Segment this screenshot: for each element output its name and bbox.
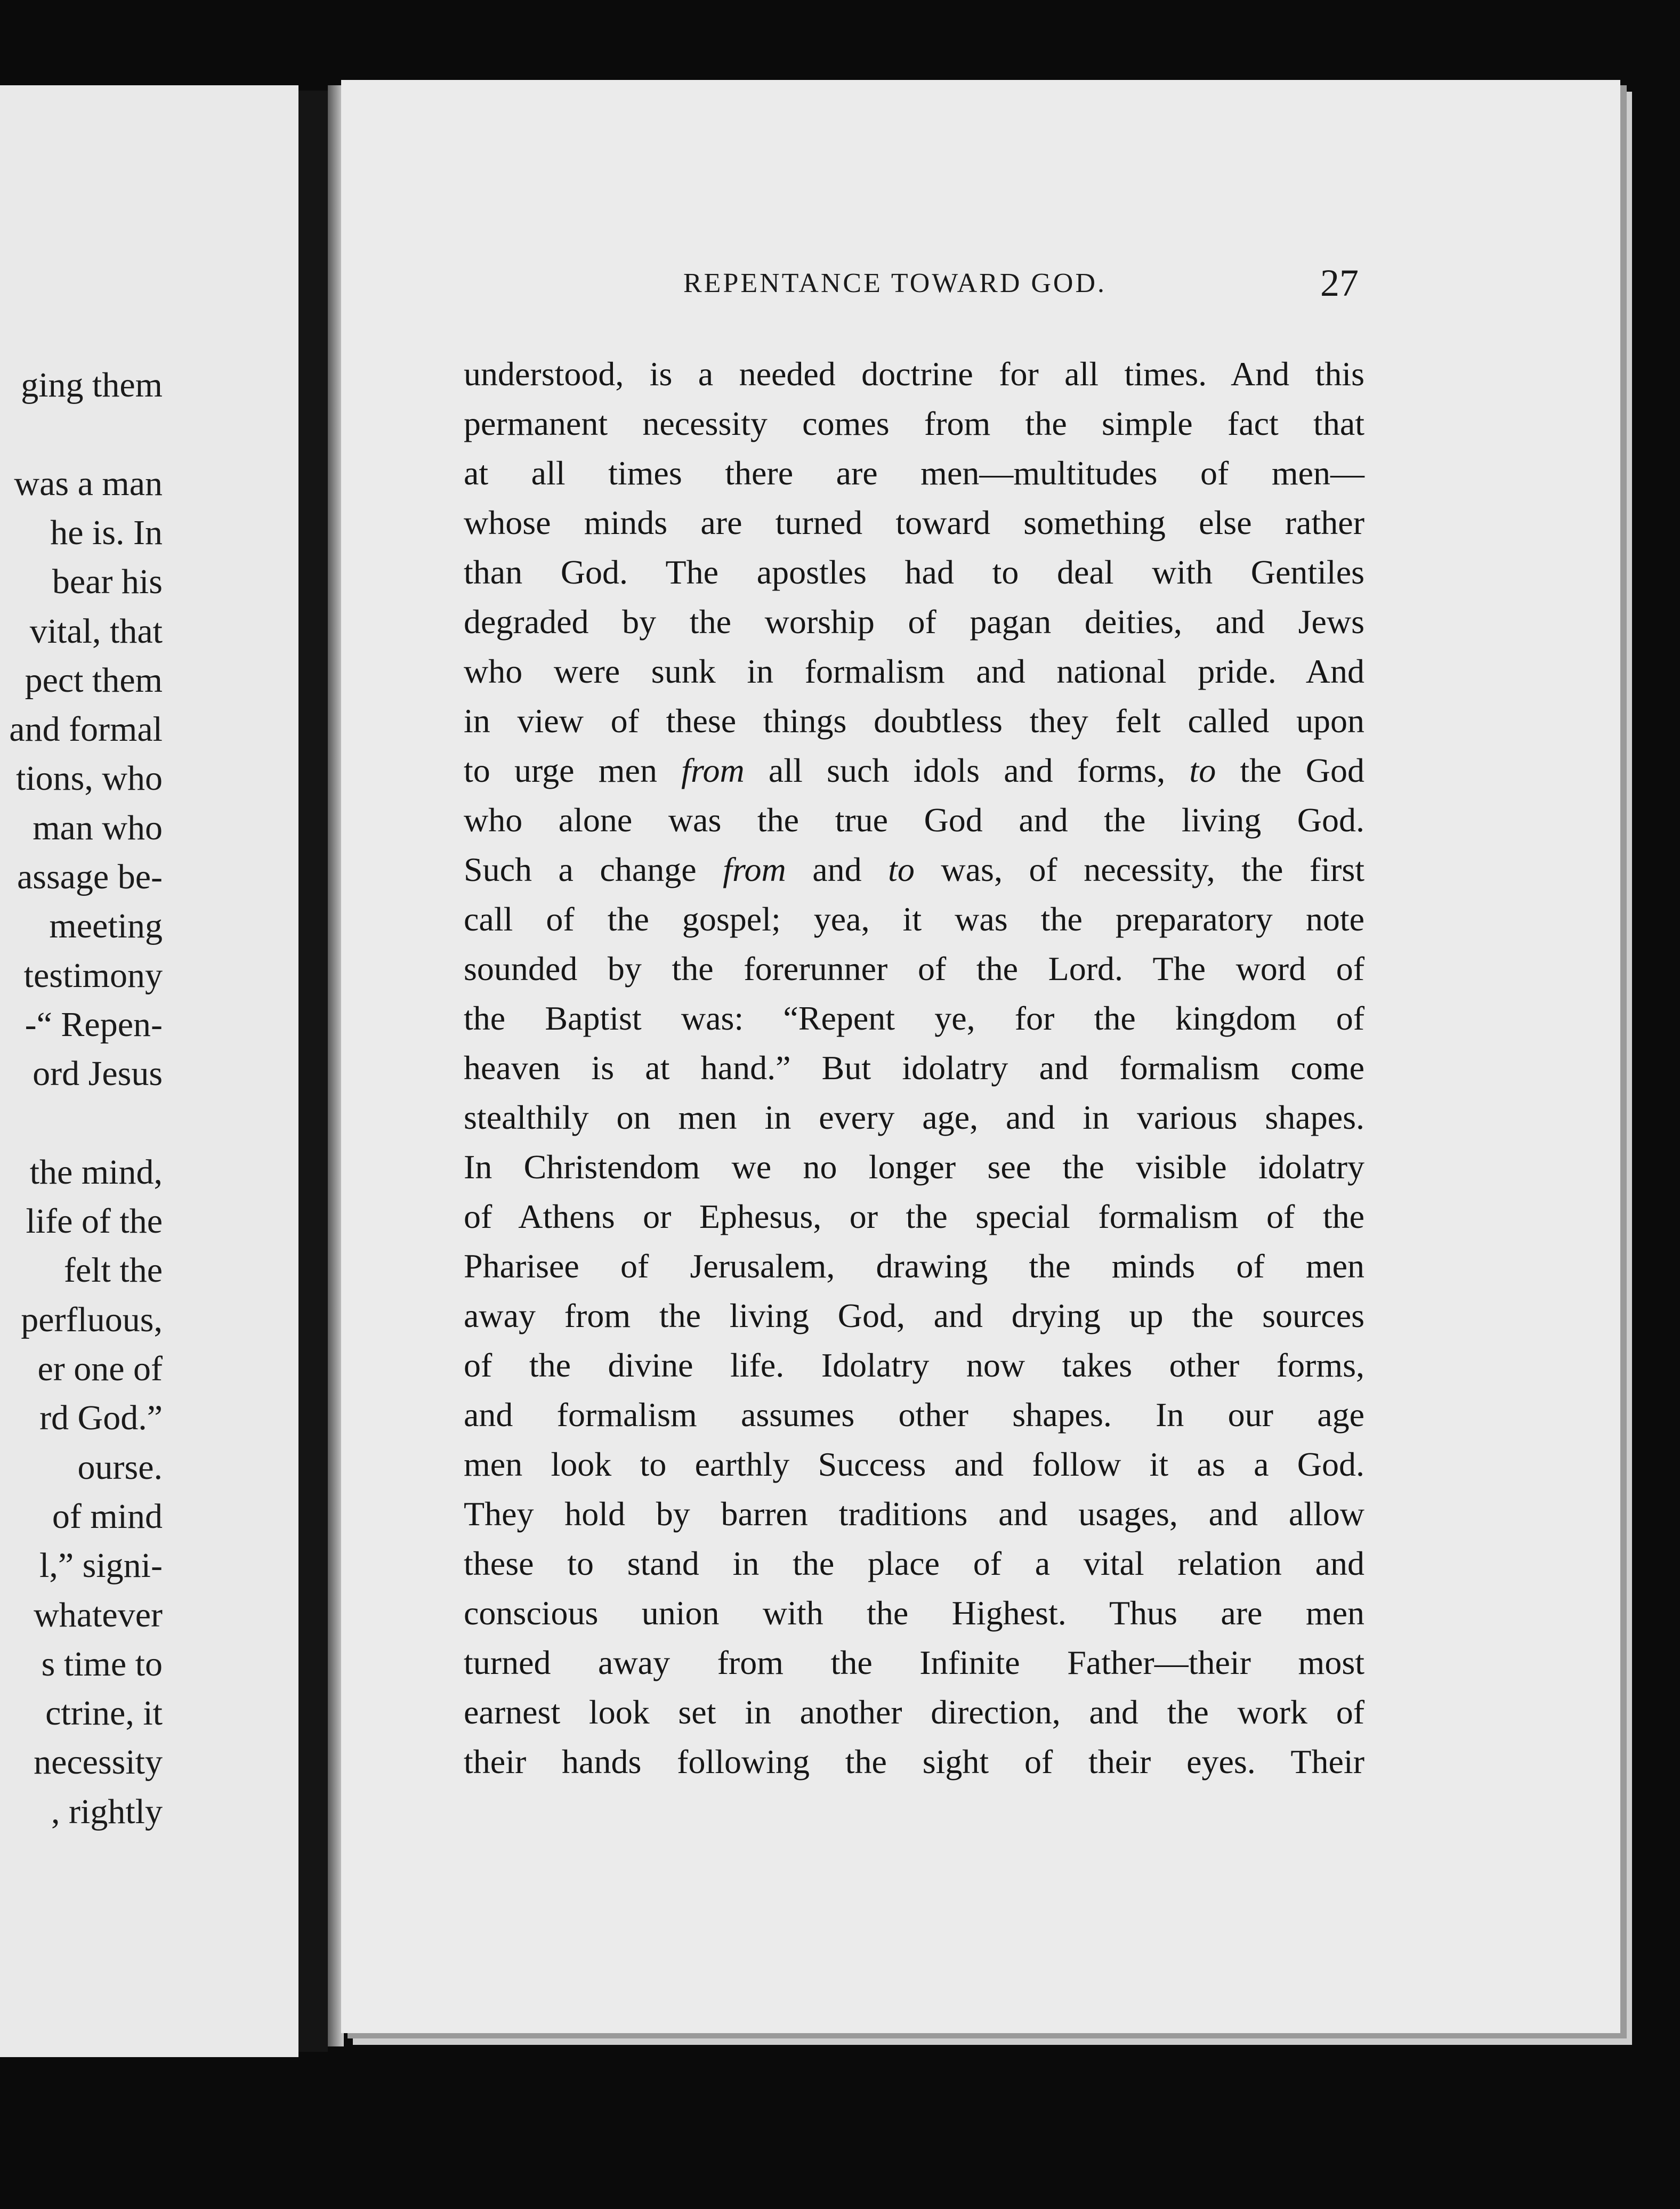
text-segment: all such idols and forms, <box>744 751 1190 789</box>
left-page-line: whatever <box>34 1595 163 1635</box>
left-page-line: testimony <box>23 956 163 995</box>
text-line <box>464 1638 1364 1687</box>
text-segment: Such a change <box>464 851 723 888</box>
text-segment: the God <box>1216 751 1365 789</box>
text-line <box>464 1489 1364 1539</box>
left-page <box>0 85 298 2057</box>
italic-text: to <box>888 851 915 888</box>
text-line <box>464 746 1364 795</box>
text-segment: of Athens or Ephesus, or the special formalism of the <box>464 1197 1364 1235</box>
text-segment: their hands following the sight of their eyes. Their <box>464 1743 1364 1781</box>
text-line <box>464 894 1364 944</box>
italic-text: from <box>723 851 786 888</box>
text-line <box>464 1241 1364 1291</box>
left-page-line: pect them <box>25 660 163 700</box>
text-segment: who were sunk in formalism and national pride. And <box>464 652 1364 690</box>
right-page <box>341 80 1620 2033</box>
left-page-line: bear his <box>52 562 163 602</box>
left-page-line: man who <box>33 808 163 847</box>
book-spine-shadow <box>298 91 328 2052</box>
text-segment: in view of these things doubtless they felt called upon <box>464 702 1364 740</box>
text-line <box>464 993 1364 1043</box>
text-segment: who alone was the true God and the living God. <box>464 801 1364 839</box>
text-segment: and formalism assumes other shapes. In our age <box>464 1396 1364 1434</box>
text-line <box>464 448 1364 498</box>
text-segment: In Christendom we no longer see the visible idolatry <box>464 1148 1364 1186</box>
text-line <box>464 1439 1364 1489</box>
body-text <box>464 349 1364 1786</box>
left-page-line: felt the <box>63 1251 163 1290</box>
left-page-line: er one of <box>37 1349 163 1388</box>
left-page-line: and formal <box>9 710 163 749</box>
text-segment: Pharisee of Jerusalem, drawing the minds of men <box>464 1247 1364 1285</box>
page-number: 27 <box>1320 262 1359 304</box>
text-segment: conscious union with the Highest. Thus are men <box>464 1594 1364 1632</box>
text-line <box>464 1142 1364 1192</box>
text-segment: degraded by the worship of pagan deities, and Jews <box>464 603 1364 641</box>
left-page-line: was a man <box>14 464 163 503</box>
left-page-line: vital, that <box>29 611 163 651</box>
text-segment: permanent necessity comes from the simple fact that <box>464 404 1364 442</box>
running-head: REPENTANCE TOWARD GOD. <box>683 268 1107 298</box>
text-line <box>464 1340 1364 1390</box>
text-line <box>464 547 1364 597</box>
text-line <box>464 349 1364 399</box>
text-segment: They hold by barren traditions and usages, and allow <box>464 1495 1364 1533</box>
left-page-line: ourse. <box>77 1447 163 1487</box>
text-segment: sounded by the forerunner of the Lord. The word of <box>464 950 1364 988</box>
left-page-line: ord Jesus <box>33 1054 163 1094</box>
left-page-line: l,” signi- <box>39 1546 163 1585</box>
text-segment: turned away from the Infinite Father—their most <box>464 1644 1364 1681</box>
text-line <box>464 1390 1364 1439</box>
text-segment: earnest look set in another direction, and the work of <box>464 1693 1364 1731</box>
left-page-line: necessity <box>34 1743 163 1782</box>
left-page-line: , rightly <box>51 1792 163 1831</box>
text-line <box>464 1291 1364 1340</box>
text-segment: stealthily on men in every age, and in various shapes. <box>464 1098 1364 1136</box>
text-segment: whose minds are turned toward something else rather <box>464 504 1364 541</box>
left-page-line: tions, who <box>15 759 163 798</box>
left-page-line: ging them <box>21 366 163 404</box>
text-line <box>464 696 1364 746</box>
text-line <box>464 1093 1364 1142</box>
text-line <box>464 498 1364 547</box>
text-line <box>464 845 1364 894</box>
text-segment: was, of necessity, the first <box>914 851 1365 888</box>
text-line <box>464 1043 1364 1093</box>
text-line <box>464 1192 1364 1241</box>
text-segment: away from the living God, and drying up the sources <box>464 1297 1364 1334</box>
text-line <box>464 944 1364 993</box>
left-page-line: assage be- <box>17 857 163 896</box>
text-segment: men look to earthly Success and follow it as a God. <box>464 1445 1364 1483</box>
text-segment: heaven is at hand.” But idolatry and formalism come <box>464 1049 1364 1087</box>
text-line <box>464 597 1364 646</box>
text-line <box>464 1588 1364 1638</box>
text-line <box>464 1539 1364 1588</box>
text-line <box>464 399 1364 448</box>
text-segment: understood, is a needed doctrine for all times. And this <box>464 355 1364 393</box>
italic-text: to <box>1189 751 1216 789</box>
text-segment: call of the gospel; yea, it was the preparatory note <box>464 900 1364 938</box>
text-segment: than God. The apostles had to deal with Gentiles <box>464 553 1364 591</box>
left-page-line: ctrine, it <box>45 1694 163 1733</box>
left-page-line: perfluous, <box>21 1300 163 1339</box>
italic-text: from <box>681 751 745 789</box>
left-page-line: he is. In <box>50 513 163 552</box>
text-line <box>464 795 1364 845</box>
left-page-line: of mind <box>52 1496 163 1536</box>
left-page-line: s time to <box>41 1644 163 1684</box>
text-segment: the Baptist was: “Repent ye, for the kingdom of <box>464 999 1364 1037</box>
text-line <box>464 1687 1364 1737</box>
left-page-line: -“ Repen- <box>25 1005 163 1044</box>
text-segment: at all times there are men—multitudes of men— <box>464 454 1364 492</box>
text-segment: these to stand in the place of a vital relation and <box>464 1544 1364 1582</box>
left-page-line: life of the <box>26 1202 163 1241</box>
text-segment: to urge men <box>464 751 682 789</box>
text-segment: and <box>786 851 889 888</box>
left-page-line: the mind, <box>29 1152 163 1192</box>
text-segment: of the divine life. Idolatry now takes other forms, <box>464 1346 1364 1384</box>
text-line <box>464 1737 1364 1786</box>
text-line <box>464 646 1364 696</box>
left-page-line: meeting <box>49 907 163 946</box>
left-page-line: rd God.” <box>39 1398 163 1438</box>
